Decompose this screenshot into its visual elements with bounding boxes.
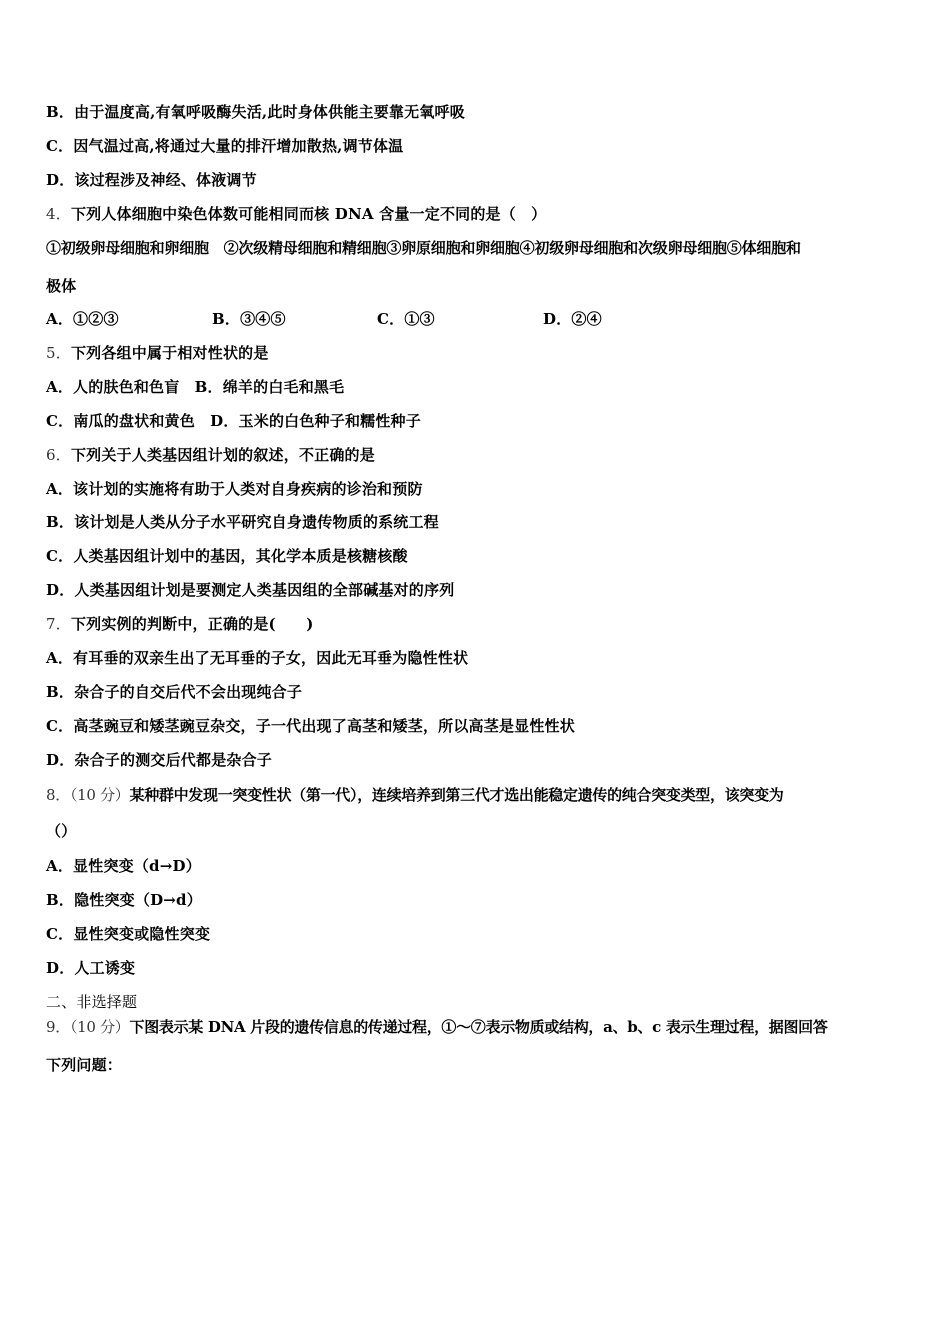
q7-option-a: A．有耳垂的双亲生出了无耳垂的子女，因此无耳垂为隐性性状 [46,649,469,667]
q6-option-a: A．该计划的实施将有助于人类对自身疾病的诊治和预防 [46,480,423,498]
q4-option-b: B．③④⑤ [212,310,286,328]
q5-number: 5． [46,344,71,362]
q8-option-a: A．显性突变（d→D） [46,857,201,875]
q4-option-c: C．①③ [377,310,435,328]
q8-paren: （） [46,822,77,840]
q3-option-d: D．该过程涉及神经、体液调节 [46,171,257,189]
q9-stem-cont: 下列问题： [46,1056,123,1074]
q6-option-b: B．该计划是人类从分子水平研究自身遗传物质的系统工程 [46,513,439,531]
q7-stem [46,614,314,634]
q6-stem [46,445,375,465]
q4-text: 下列人体细胞中染色体数可能相同而核 DNA 含量一定不同的是（ ） [70,205,547,223]
q9-text: 下图表示某 DNA 片段的遗传信息的传递过程，①～⑦表示物质或结构，a、b、c 表示生理过程，据图回答 [129,1018,828,1036]
q9-stem [46,1017,828,1037]
q6-option-d: D．人类基因组计划是要测定人类基因组的全部碱基对的序列 [46,581,455,599]
q7-option-b: B．杂合子的自交后代不会出现纯合子 [46,683,303,701]
q7-option-d: D．杂合子的测交后代都是杂合子 [46,751,273,769]
q4-stem [46,204,546,224]
section-heading: 二、非选择题 [46,993,138,1011]
q4-option-a: A．①②③ [46,310,119,328]
q5-options-ab: A．人的肤色和色盲 B．绵羊的白毛和黑毛 [46,378,345,396]
q8-option-c: C．显性突变或隐性突变 [46,925,211,943]
q8-text: 某种群中发现一突变性状（第一代），连续培养到第三代才选出能稳定遗传的纯合突变类型，该突变为 [129,786,784,804]
q7-text: 下列实例的判断中，正确的是( ) [70,615,314,633]
q6-number: 6． [46,446,71,464]
q3-option-b: B．由于温度高,有氧呼吸酶失活,此时身体供能主要靠无氧呼吸 [46,103,465,121]
q4-items-cont: 极体 [46,277,77,295]
q8-option-b: B．隐性突变（D→d） [46,891,202,909]
q5-text: 下列各组中属于相对性状的是 [70,344,269,362]
q7-option-c: C．高茎豌豆和矮茎豌豆杂交，子一代出现了高茎和矮茎，所以高茎是显性性状 [46,717,575,735]
q5-options-cd: C．南瓜的盘状和黄色 D．玉米的白色种子和糯性种子 [46,412,421,430]
q4-option-d: D．②④ [543,310,602,328]
q5-stem [46,343,269,363]
q8-number: 8．（10 分） [46,786,130,804]
q8-stem [46,785,784,805]
q4-items: ①初级卵母细胞和卵细胞 ②次级精母细胞和精细胞③卵原细胞和卵细胞④初级卵母细胞和次级卵母细胞⑤体细胞和 [46,239,801,257]
q3-option-c: C．因气温过高,将通过大量的排汗增加散热,调节体温 [46,137,404,155]
q4-number: 4． [46,205,71,223]
q6-text: 下列关于人类基因组计划的叙述，不正确的是 [70,446,375,464]
q6-option-c: C．人类基因组计划中的基因，其化学本质是核糖核酸 [46,547,408,565]
q9-number: 9．（10 分） [46,1018,130,1036]
q7-number: 7． [46,615,71,633]
q8-option-d: D．人工诱变 [46,959,136,977]
